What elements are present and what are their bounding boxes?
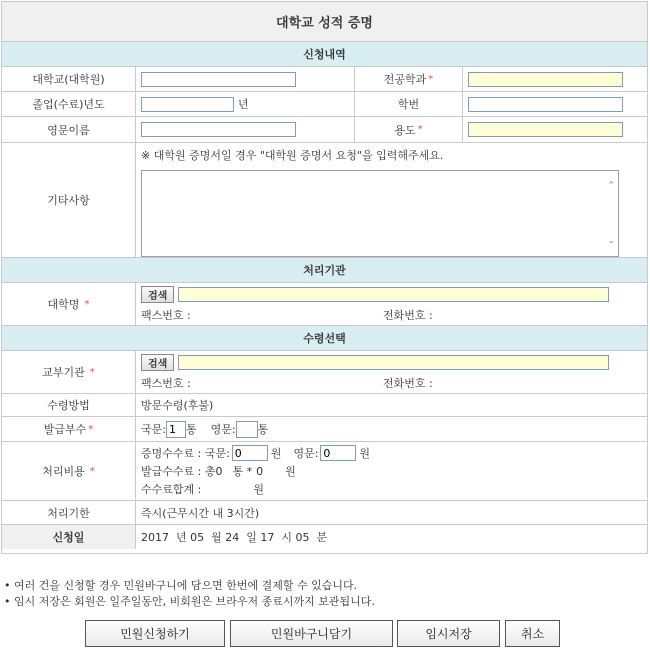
cost-cell — [136, 442, 647, 500]
date-cell — [136, 525, 647, 549]
cert-fee-row — [141, 445, 370, 461]
cert-fee-english-won: 원 — [359, 447, 371, 460]
issue-fee-label: 발급수수료 : 총 — [141, 465, 216, 478]
page-title — [2, 2, 647, 42]
grad-year-cell — [136, 92, 354, 116]
university-label-text: 대학교(대학원) — [32, 73, 105, 86]
section-apply-title: 신청내역 — [303, 48, 346, 61]
issuer-label-text: 교부기관 — [42, 366, 85, 379]
other-textarea[interactable] — [141, 170, 619, 257]
grad-year-unit: 년 — [238, 98, 249, 111]
agency-search-button[interactable]: 검색 — [141, 286, 174, 303]
date-value: 2017 년 05 월 24 일 17 시 05 분 — [141, 531, 328, 544]
copies-label-text: 발급부수 — [43, 423, 87, 436]
page-title-text: 대학교 성적 증명 — [276, 16, 373, 31]
row-agency — [2, 283, 647, 326]
cancel-button[interactable]: 취소 — [505, 620, 560, 647]
issue-fee-total: 0 — [215, 464, 223, 478]
method-cell — [136, 394, 647, 416]
agency-fax-label: 팩스번호 : — [141, 308, 191, 322]
row-grad-year — [2, 92, 647, 117]
copies-korean-input[interactable] — [166, 421, 186, 438]
agency-university-label-text: 대학명 — [47, 298, 80, 311]
issue-fee-value: 0 — [256, 464, 264, 478]
cert-fee-korean-won: 원 — [270, 447, 282, 460]
issuer-cell — [136, 351, 647, 393]
section-receive-title: 수령선택 — [303, 332, 346, 345]
purpose-cell — [463, 117, 647, 142]
deadline-value: 즉시(근무시간 내 3시간) — [141, 506, 260, 520]
method-value: 방문수령(후불) — [141, 399, 214, 412]
eng-name-input[interactable] — [141, 122, 296, 137]
other-label — [2, 143, 136, 257]
copies-label — [2, 417, 136, 441]
add-to-basket-button[interactable]: 민원바구니담기 — [230, 620, 393, 647]
eng-name-cell — [136, 117, 354, 142]
other-note: ※ 대학원 증명서일 경우 "대학원 증명서 요청"을 입력해주세요. — [141, 149, 444, 162]
grad-year-label-text: 졸업(수료)년도 — [32, 98, 105, 111]
note-item: • 여러 건을 신청할 경우 민원바구니에 담으면 한번에 결제할 수 있습니다. — [4, 579, 358, 592]
agency-contact-row — [141, 307, 433, 323]
agency-cell — [136, 283, 647, 325]
row-eng-name — [2, 117, 647, 143]
required-mark: * — [417, 124, 423, 135]
cert-fee-english-label: 영문: — [293, 447, 319, 460]
agency-phone-label: 전화번호 : — [383, 308, 433, 322]
note-item: • 임시 저장은 회원은 일주일동안, 비회원은 브라우저 종료시까지 보관됩니다. — [4, 595, 375, 608]
copies-english-label: 영문: — [210, 423, 236, 436]
university-label — [2, 67, 136, 91]
issuer-search-row — [141, 354, 609, 371]
fee-total-won: 원 — [253, 483, 264, 496]
fee-total-label: 수수료합계 : — [141, 483, 202, 496]
row-issuer — [2, 351, 647, 394]
university-cell — [136, 67, 354, 91]
row-date — [2, 525, 647, 549]
section-agency-header — [2, 258, 647, 283]
copies-english-input[interactable] — [236, 421, 258, 438]
grad-year-input[interactable] — [141, 97, 234, 112]
fee-total-row — [141, 481, 264, 497]
other-cell — [136, 143, 647, 257]
major-input[interactable] — [468, 72, 623, 87]
agency-search-input[interactable] — [178, 287, 609, 302]
required-mark: * — [89, 465, 95, 477]
method-label-text: 수령방법 — [47, 399, 90, 412]
notes-list — [4, 578, 375, 610]
issue-fee-won: 원 — [285, 465, 296, 478]
row-deadline — [2, 501, 647, 525]
note-text-2: 임시 저장은 회원은 일주일동안, 비회원은 브라우저 종료시까지 보관됩니다. — [14, 595, 375, 608]
copies-korean-unit: 통 — [185, 423, 197, 436]
row-other — [2, 143, 647, 258]
row-cost — [2, 442, 647, 501]
purpose-label-text: 용도 — [394, 123, 416, 137]
other-label-text: 기타사항 — [47, 194, 90, 207]
copies-cell — [136, 417, 647, 441]
issue-fee-row — [141, 463, 296, 479]
issuer-label — [2, 351, 136, 393]
issuer-search-input[interactable] — [178, 355, 609, 370]
row-copies — [2, 417, 647, 442]
major-cell — [463, 67, 647, 91]
cost-label — [2, 442, 136, 500]
university-input[interactable] — [141, 72, 296, 87]
section-receive-header — [2, 326, 647, 351]
certificate-form — [1, 1, 648, 554]
eng-name-label-text: 영문이름 — [47, 123, 90, 137]
row-method — [2, 394, 647, 417]
student-id-label-text: 학번 — [397, 98, 420, 111]
purpose-label — [354, 117, 463, 142]
grad-year-label — [2, 92, 136, 116]
agency-search-row — [141, 286, 609, 303]
student-id-input[interactable] — [468, 97, 623, 112]
copies-korean-label: 국문: — [141, 423, 166, 436]
purpose-input[interactable] — [468, 122, 623, 137]
required-mark: * — [84, 298, 90, 310]
student-id-cell — [463, 92, 647, 116]
date-label — [2, 525, 136, 549]
scroll-down-icon[interactable]: ⌄ — [607, 236, 615, 246]
date-label-text: 신청일 — [52, 531, 85, 544]
issuer-fax-label: 팩스번호 : — [141, 376, 191, 390]
cost-label-text: 처리비용 — [42, 465, 85, 478]
section-apply-header — [2, 42, 647, 67]
section-agency-title: 처리기관 — [303, 264, 346, 277]
temp-save-button[interactable]: 임시저장 — [397, 620, 500, 647]
deadline-cell — [136, 501, 647, 524]
row-university — [2, 67, 647, 92]
apply-button[interactable]: 민원신청하기 — [85, 620, 225, 647]
required-mark: * — [88, 423, 94, 435]
required-mark: * — [89, 366, 95, 378]
student-id-label — [354, 92, 463, 116]
copies-english-unit: 통 — [257, 423, 269, 436]
issuer-contact-row — [141, 375, 433, 391]
scroll-up-icon[interactable]: ⌃ — [607, 181, 615, 191]
deadline-label-text: 처리기한 — [47, 506, 90, 520]
cert-fee-label: 증명수수료 : 국문: — [141, 447, 230, 460]
method-label — [2, 394, 136, 416]
major-label — [354, 67, 463, 91]
issuer-phone-label: 전화번호 : — [383, 376, 433, 390]
eng-name-label — [2, 117, 136, 142]
cert-fee-korean-input[interactable] — [232, 445, 268, 461]
major-label-text: 전공학과 — [383, 73, 427, 86]
deadline-label — [2, 501, 136, 524]
issuer-search-button[interactable]: 검색 — [141, 354, 174, 371]
issue-fee-unit: 통 * — [232, 465, 253, 478]
required-mark: * — [428, 73, 434, 85]
cert-fee-english-input[interactable] — [320, 445, 356, 461]
note-text-1: 여러 건을 신청할 경우 민원바구니에 담으면 한번에 결제할 수 있습니다. — [14, 579, 358, 592]
agency-university-label — [2, 283, 136, 325]
